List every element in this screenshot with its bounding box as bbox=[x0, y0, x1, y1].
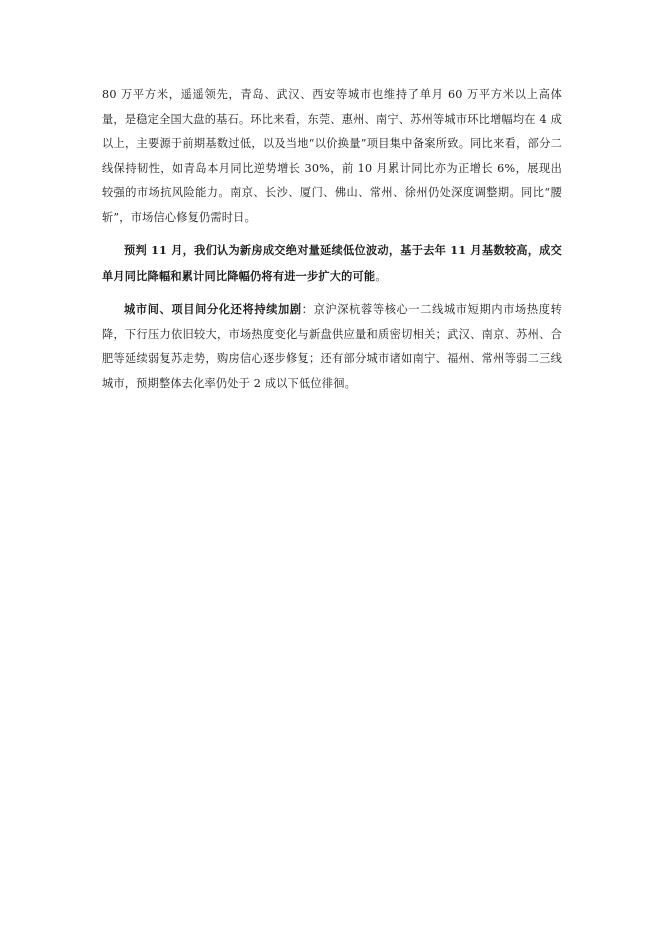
forecast-tail: 。 bbox=[375, 269, 387, 283]
forecast-bold-text: 预判 11 月，我们认为新房成交绝对量延续低位波动，基于去年 11 月基数较高，成交单月同比降幅和累计同比降幅仍将有进一步扩大的可能 bbox=[102, 243, 562, 283]
paragraph-november-forecast bbox=[102, 238, 562, 289]
document-page bbox=[102, 83, 562, 396]
paragraph-city-divergence bbox=[102, 297, 562, 396]
paragraph-market-overview-text: 80 万平方米，遥遥领先，青岛、武汉、西安等城市也维持了单月 60 万平方米以上高体量，是稳定全国大盘的基石。环比来看，东莞、惠州、南宁、苏州等城市环比增幅均在 4 成以上，主要源于前期基数过低，以及当地“以价换量”项目集中备案所致。同比来看，部分二线保持韧性，如青岛本月同比逆势增长 30%，前 10 月累计同比亦为正增长 6%，展现出较强的市场抗风险能力。南京、长沙、厦门、佛山、常州、徐州仍处深度调整期。同比“腰斩”，市场信心修复仍需时日。 bbox=[102, 88, 562, 224]
divergence-text: ：京沪深杭蓉等核心一二线城市短期内市场热度转降，下行压力依旧较大，市场热度变化与新盘供应量和质密切相关；武汉、南京、苏州、合肥等延续弱复苏走势，购房信心逐步修复；还有部分城市诸如南宁、福州、常州等弱二三线城市，预期整体去化率仍处于 2 成以下低位徘徊。 bbox=[102, 303, 562, 390]
divergence-bold-lead: 城市间、项目间分化还将持续加剧 bbox=[124, 302, 302, 316]
paragraph-market-overview bbox=[102, 83, 562, 230]
